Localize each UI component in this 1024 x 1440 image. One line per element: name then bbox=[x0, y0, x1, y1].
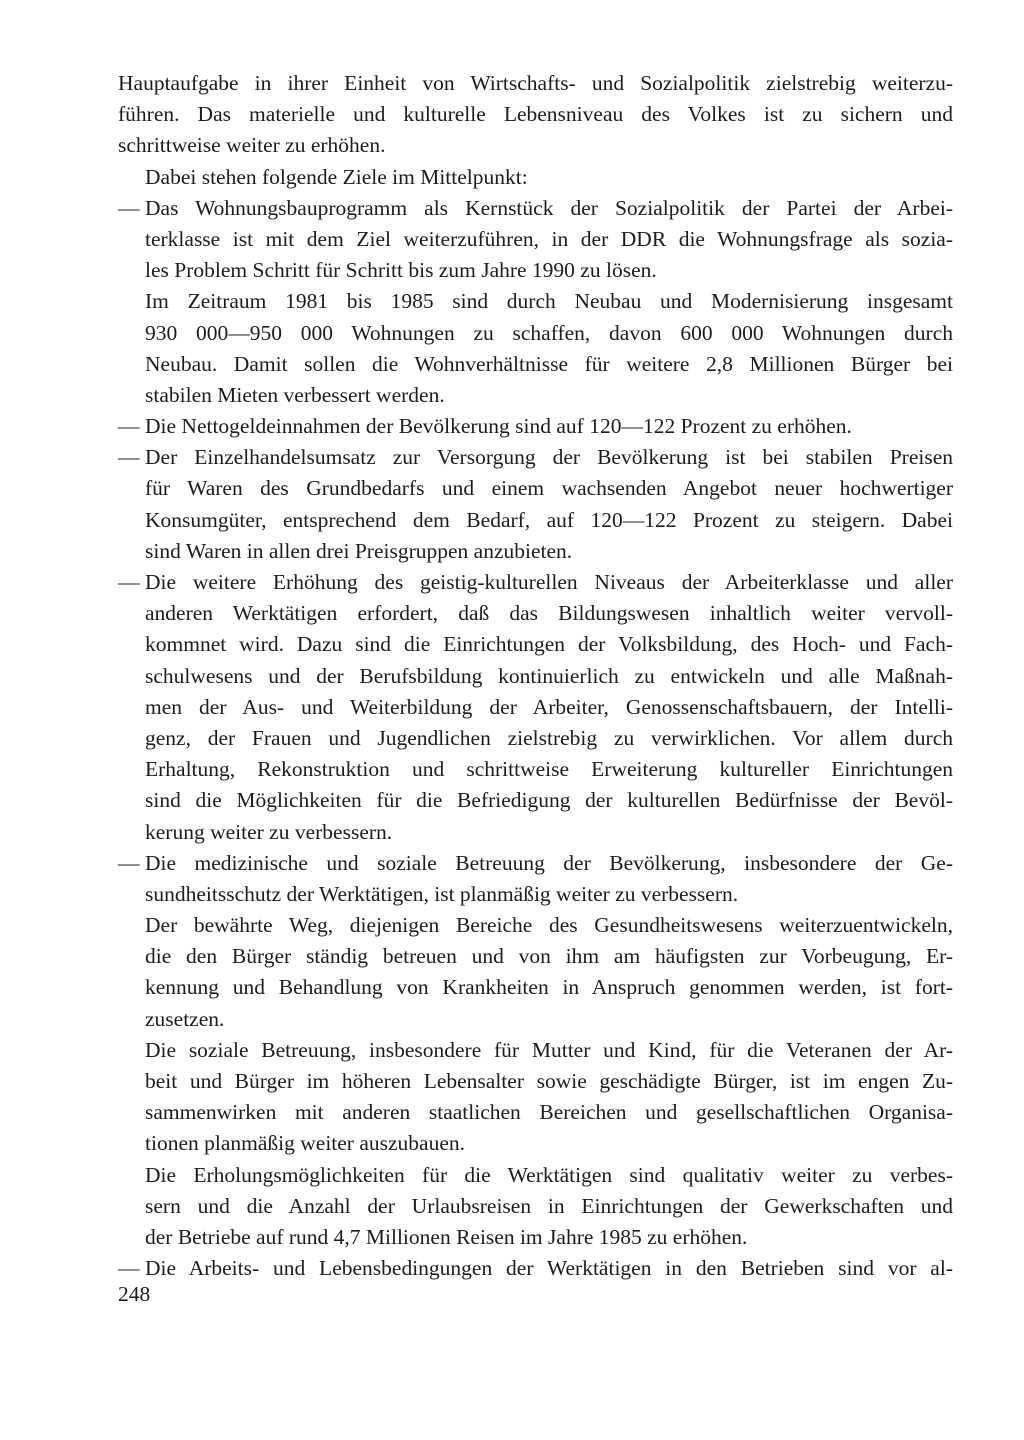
list-item bbox=[118, 411, 953, 442]
paragraph bbox=[118, 68, 953, 162]
text-line: Das Wohnungsbauprogramm als Kernstück der Sozialpolitik der Partei der Arbei- bbox=[145, 195, 953, 220]
text-line: sind die Möglichkeiten für die Befriedigung der kulturellen Bedürfnisse der Bevöl- bbox=[145, 788, 953, 813]
text-line: kommnet wird. Dazu sind die Einrichtungen der Volksbildung, des Hoch- und Fach- bbox=[145, 632, 953, 657]
text-line: zusetzen. bbox=[145, 1006, 225, 1031]
text-line: Dabei stehen folgende Ziele im Mittelpunkt: bbox=[145, 164, 528, 189]
text-line: sern und die Anzahl der Urlaubsreisen in Einrichtungen der Gewerkschaften und bbox=[145, 1193, 953, 1218]
text-line: 930 000—950 000 Wohnungen zu schaffen, davon 600 000 Wohnungen durch bbox=[145, 320, 953, 345]
text-line: Hauptaufgabe in ihrer Einheit von Wirtschafts- und Sozialpolitik zielstrebig weiterzu- bbox=[118, 71, 953, 95]
text-line: Erhaltung, Rekonstruktion und schrittweise Erweiterung kultureller Einrichtungen bbox=[145, 757, 953, 782]
text-line: Die soziale Betreuung, insbesondere für Mutter und Kind, für die Veteranen der Ar- bbox=[145, 1037, 953, 1062]
list-dash: — bbox=[118, 195, 140, 220]
list-dash: — bbox=[118, 570, 140, 594]
text-line: Die Erholungsmöglichkeiten für die Werktätigen sind qualitativ weiter zu verbes- bbox=[145, 1162, 953, 1187]
text-line: Der bewährte Weg, diejenigen Bereiche des Gesundheitswesens weiterzuentwickeln, bbox=[145, 913, 953, 938]
list-item bbox=[118, 442, 953, 567]
text-line: Im Zeitraum 1981 bis 1985 sind durch Neubau und Modernisierung insgesamt bbox=[145, 289, 953, 314]
text-line: kennung und Behandlung von Krankheiten in Anspruch genommen werden, ist fort- bbox=[145, 975, 953, 1000]
text-line: Der Einzelhandelsumsatz zur Versorgung der Bevölkerung ist bei stabilen Preisen bbox=[145, 445, 953, 470]
text-line: genz, der Frauen und Jugendlichen zielstrebig zu verwirklichen. Vor allem durch bbox=[145, 725, 953, 750]
list-item bbox=[118, 1253, 953, 1284]
list-subparagraph bbox=[118, 286, 953, 411]
page-number: 248 bbox=[118, 1282, 151, 1306]
text-line: für Waren des Grundbedarfs und einem wachsenden Angebot neuer hochwertiger bbox=[145, 476, 953, 501]
text-line: tionen planmäßig weiter auszubauen. bbox=[145, 1131, 466, 1156]
text-line: kerung weiter zu verbessern. bbox=[145, 819, 393, 844]
list-dash: — bbox=[118, 1256, 140, 1281]
list-subparagraph bbox=[118, 910, 953, 1035]
text-line: Die Nettogeldeinnahmen der Bevölkerung sind auf 120—122 Prozent zu erhöhen. bbox=[145, 414, 852, 439]
text-line: anderen Werktätigen erfordert, daß das Bildungswesen inhaltlich weiter vervoll- bbox=[145, 601, 953, 626]
text-line: Neubau. Damit sollen die Wohnverhältnisse für weitere 2,8 Millionen Bürger bei bbox=[145, 351, 953, 376]
list-dash: — bbox=[118, 414, 140, 439]
text-line: sind Waren in allen drei Preisgruppen anzubieten. bbox=[145, 538, 573, 563]
text-line: sundheitsschutz der Werktätigen, ist planmäßig weiter zu verbessern. bbox=[145, 881, 739, 906]
text-line: beit und Bürger im höheren Lebensalter sowie geschädigte Bürger, ist im engen Zu- bbox=[145, 1069, 953, 1093]
list-item bbox=[118, 193, 953, 287]
text-line: führen. Das materielle und kulturelle Lebensniveau des Volkes ist zu sichern und bbox=[118, 102, 953, 127]
document-page bbox=[118, 68, 953, 1284]
text-line: men der Aus- und Weiterbildung der Arbeiter, Genossenschaftsbauern, der Intelli- bbox=[145, 694, 953, 719]
list-subparagraph bbox=[118, 1035, 953, 1160]
text-line: Die weitere Erhöhung des geistig-kulturellen Niveaus der Arbeiterklasse und aller bbox=[145, 570, 953, 594]
text-line: die den Bürger ständig betreuen und von ihm am häufigsten zur Vorbeugung, Er- bbox=[145, 944, 953, 969]
text-line: stabilen Mieten verbessert werden. bbox=[145, 382, 445, 407]
text-line: Die Arbeits- und Lebensbedingungen der Werktätigen in den Betrieben sind vor al- bbox=[145, 1256, 953, 1281]
list-item bbox=[118, 848, 953, 910]
text-line: der Betriebe auf rund 4,7 Millionen Reisen im Jahre 1985 zu erhöhen. bbox=[145, 1224, 748, 1249]
paragraph bbox=[118, 162, 953, 193]
list-subparagraph bbox=[118, 1160, 953, 1254]
text-line: Konsumgüter, entsprechend dem Bedarf, auf 120—122 Prozent zu steigern. Dabei bbox=[145, 507, 953, 532]
text-line: terklasse ist mit dem Ziel weiterzuführen, in der DDR die Wohnungsfrage als sozia- bbox=[145, 226, 953, 251]
list-dash: — bbox=[118, 445, 140, 470]
text-line: sammenwirken mit anderen staatlichen Bereichen und gesellschaftlichen Organisa- bbox=[145, 1100, 953, 1125]
text-line: les Problem Schritt für Schritt bis zum Jahre 1990 zu lösen. bbox=[145, 258, 657, 283]
text-line: schrittweise weiter zu erhöhen. bbox=[118, 133, 386, 158]
text-line: Die medizinische und soziale Betreuung der Bevölkerung, insbesondere der Ge- bbox=[145, 850, 953, 875]
list-dash: — bbox=[118, 850, 140, 875]
text-line: schulwesens und der Berufsbildung kontinuierlich zu entwickeln und alle Maßnah- bbox=[145, 663, 953, 688]
list-item bbox=[118, 567, 953, 848]
